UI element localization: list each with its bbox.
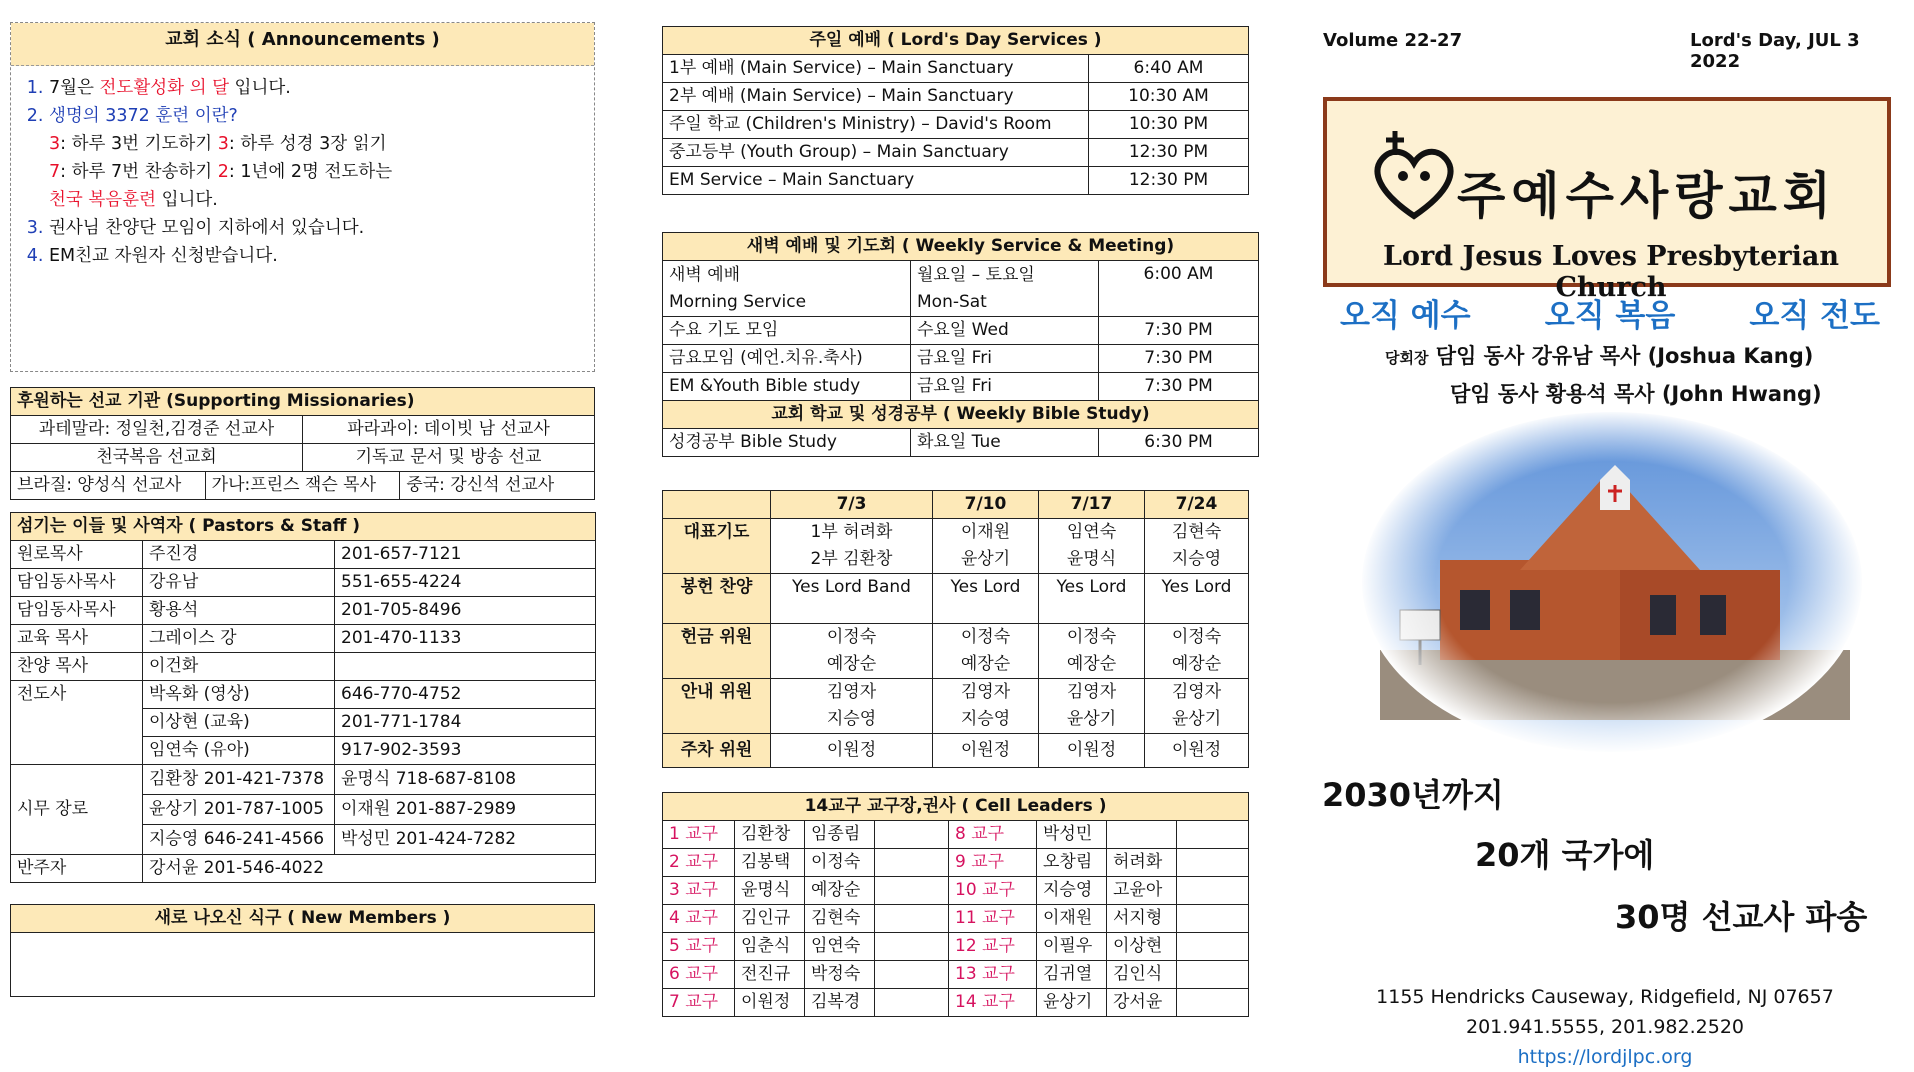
cell-number: 1 교구: [663, 821, 735, 849]
announcement-item: 1. 7월은 전도활성화 의 달 입니다.: [49, 74, 594, 102]
pastor-line: 당회장 담임 동사 강유남 목사 (Joshua Kang): [1385, 344, 1814, 368]
duty-cell: Yes Lord Band: [771, 574, 933, 624]
cell-leader: 임연숙: [805, 933, 875, 961]
staff-table: [10, 512, 595, 883]
weekly-time: 6:30 PM: [1099, 429, 1259, 457]
volume-label: Volume 22-27: [1323, 30, 1463, 51]
missionary-cell: 가나:프린스 잭슨 목사: [205, 472, 400, 500]
missionary-cell: 기독교 문서 및 방송 선교: [302, 444, 594, 472]
duty-label: 주차 위원: [663, 734, 771, 768]
staff-role: 원로목사: [11, 541, 143, 569]
duty-date: 7/10: [933, 491, 1039, 519]
weekly-day: 월요일 – 토요일 Mon-Sat: [911, 261, 1099, 317]
service-time: 10:30 PM: [1089, 111, 1249, 139]
website-link[interactable]: https://lordjlpc.org: [1517, 1046, 1693, 1068]
duty-cell: 1부 허려화 2부 김환창: [771, 519, 933, 574]
vision-line: 2030년까지: [1322, 776, 1504, 814]
heart-cross-icon: [1367, 131, 1462, 226]
church-name-korean: 주예수사랑교회: [1457, 166, 1838, 225]
cell-gap: [875, 989, 949, 1017]
staff-name: 이상현 (교육): [143, 709, 335, 737]
cell-gap: [1177, 905, 1249, 933]
cell-leader: 이필우: [1037, 933, 1107, 961]
duty-label: 봉헌 찬양: [663, 574, 771, 624]
elder-cell: 박성민 201-424-7282: [335, 825, 596, 855]
staff-role: 담임동사목사: [11, 597, 143, 625]
cell-number: 10 교구: [949, 877, 1037, 905]
service-name: 1부 예배 (Main Service) – Main Sanctuary: [663, 55, 1089, 83]
cell-gap: [875, 961, 949, 989]
service-name: 2부 예배 (Main Service) – Main Sanctuary: [663, 83, 1089, 111]
services-title: 주일 예배 ( Lord's Day Services ): [663, 27, 1249, 55]
duty-cell: 이원정: [933, 734, 1039, 768]
cell-leader: 김현숙: [805, 905, 875, 933]
contact-block: [1323, 982, 1887, 1072]
missionary-cell: 브라질: 양성식 선교사: [11, 472, 206, 500]
staff-role: 시무 장로: [11, 765, 143, 855]
weekly-name: EM &Youth Bible study: [663, 373, 911, 401]
cell-leader: 이상현: [1107, 933, 1177, 961]
service-name: 주일 학교 (Children's Ministry) – David's Room: [663, 111, 1089, 139]
cell-leaders-title: 14교구 교구장,권사 ( Cell Leaders ): [663, 793, 1249, 821]
weekly-title: 새벽 예배 및 기도회 ( Weekly Service & Meeting): [663, 233, 1259, 261]
staff-phone: 201-470-1133: [335, 625, 596, 653]
missionary-cell: 과테말라: 정일천,김경준 선교사: [11, 416, 303, 444]
missionaries-table: [10, 387, 595, 500]
duty-cell: 김현숙 지승영: [1145, 519, 1249, 574]
pastor-line: 담임 동사 황용석 목사 (John Hwang): [1450, 382, 1822, 406]
cell-number: 14 교구: [949, 989, 1037, 1017]
staff-name: 주진경: [143, 541, 335, 569]
cell-gap: [1177, 849, 1249, 877]
cell-leader: 서지형: [1107, 905, 1177, 933]
duty-label: 헌금 위원: [663, 624, 771, 679]
cell-leader: 김귀열: [1037, 961, 1107, 989]
cell-gap: [1177, 877, 1249, 905]
new-members-table: [10, 904, 595, 997]
cell-leader: 이재원: [1037, 905, 1107, 933]
service-time: 10:30 AM: [1089, 83, 1249, 111]
duty-date: 7/24: [1145, 491, 1249, 519]
weekly-time: 7:30 PM: [1099, 345, 1259, 373]
staff-phone: 646-770-4752: [335, 681, 596, 709]
elder-cell: 김환창 201-421-7378: [143, 765, 335, 795]
staff-role: 반주자: [11, 855, 143, 883]
weekly-table: [662, 232, 1258, 457]
duty-cell: 이재원 윤상기: [933, 519, 1039, 574]
staff-title: 섬기는 이들 및 사역자 ( Pastors & Staff ): [11, 513, 596, 541]
announcements-list: [11, 74, 594, 270]
vision-line: 20개 국가에: [1475, 836, 1655, 874]
elder-cell: 윤상기 201-787-1005: [143, 795, 335, 825]
new-members-title: 새로 나오신 식구 ( New Members ): [11, 905, 595, 933]
cell-gap: [875, 877, 949, 905]
duty-roster-table: [662, 490, 1248, 768]
cell-leader: 예장순: [805, 877, 875, 905]
address: 1155 Hendricks Causeway, Ridgefield, NJ 07657: [1376, 986, 1834, 1008]
new-members-body: [11, 933, 595, 997]
weekly-day: 화요일 Tue: [911, 429, 1099, 457]
cell-number: 11 교구: [949, 905, 1037, 933]
cell-leader: 윤상기: [1037, 989, 1107, 1017]
duty-label: 안내 위원: [663, 679, 771, 734]
duty-date: 7/3: [771, 491, 933, 519]
staff-role: 전도사: [11, 681, 143, 765]
cell-leader: 김환창: [735, 821, 805, 849]
staff-name: 임연숙 (유아): [143, 737, 335, 765]
cell-leader: 김봉택: [735, 849, 805, 877]
duty-cell: 이정숙 예장순: [771, 624, 933, 679]
cell-leader: 오창림: [1037, 849, 1107, 877]
motto: [1340, 290, 1880, 335]
announcements-box: [10, 22, 595, 372]
announcements-title: 교회 소식 ( Announcements ): [11, 23, 594, 66]
cell-gap: [875, 849, 949, 877]
duty-corner: [663, 491, 771, 519]
duty-cell: 이원정: [1145, 734, 1249, 768]
cell-leader: 임춘식: [735, 933, 805, 961]
date-label: Lord's Day, JUL 3 2022: [1690, 30, 1860, 72]
service-time: 6:40 AM: [1089, 55, 1249, 83]
cell-gap: [1177, 821, 1249, 849]
cell-leader: 고윤아: [1107, 877, 1177, 905]
cell-number: 5 교구: [663, 933, 735, 961]
cell-gap: [875, 905, 949, 933]
phone-numbers: 201.941.5555, 201.982.2520: [1465, 1016, 1744, 1038]
motto-item: 오직 전도: [1749, 298, 1880, 334]
cell-leader: 강서윤: [1107, 989, 1177, 1017]
service-time: 12:30 PM: [1089, 167, 1249, 195]
cell-leader: 김인규: [735, 905, 805, 933]
staff-name: 이건화: [143, 653, 335, 681]
church-name-english: Lord Jesus Loves Presbyterian Church: [1382, 241, 1840, 303]
cell-leader: 이원정: [735, 989, 805, 1017]
staff-role: 담임동사목사: [11, 569, 143, 597]
service-name: EM Service – Main Sanctuary: [663, 167, 1089, 195]
motto-item: 오직 복음: [1544, 298, 1676, 334]
weekly-day: 금요일 Fri: [911, 373, 1099, 401]
elder-cell: 지승영 646-241-4566: [143, 825, 335, 855]
staff-name: 황용석: [143, 597, 335, 625]
cell-leaders-table: [662, 792, 1248, 1017]
duty-cell: 임연숙 윤명식: [1039, 519, 1145, 574]
duty-date: 7/17: [1039, 491, 1145, 519]
staff-name: 강서윤 201-546-4022: [143, 855, 596, 883]
missionary-cell: 파라과이: 데이빗 남 선교사: [302, 416, 594, 444]
cell-leader: 이정숙: [805, 849, 875, 877]
cell-leader: 김복경: [805, 989, 875, 1017]
weekly-time: 7:30 PM: [1099, 317, 1259, 345]
staff-phone: 201-771-1784: [335, 709, 596, 737]
duty-cell: 김영자 지승영: [771, 679, 933, 734]
elder-cell: 이재원 201-887-2989: [335, 795, 596, 825]
cell-number: 12 교구: [949, 933, 1037, 961]
cell-gap: [875, 933, 949, 961]
cell-number: 9 교구: [949, 849, 1037, 877]
duty-cell: 이원정: [1039, 734, 1145, 768]
cell-leader: [1107, 821, 1177, 849]
service-name: 중고등부 (Youth Group) – Main Sanctuary: [663, 139, 1089, 167]
bible-study-title: 교회 학교 및 성경공부 ( Weekly Bible Study): [663, 401, 1259, 429]
cell-leader: 윤명식: [735, 877, 805, 905]
vision-line: 30명 선교사 파송: [1615, 898, 1868, 936]
weekly-name: 금요모임 (예언.치유.축사): [663, 345, 911, 373]
cell-leader: 박정숙: [805, 961, 875, 989]
elder-cell: 윤명식 718-687-8108: [335, 765, 596, 795]
staff-role: 찬양 목사: [11, 653, 143, 681]
weekly-day: 수요일 Wed: [911, 317, 1099, 345]
cell-gap: [1177, 989, 1249, 1017]
services-table: [662, 26, 1248, 195]
duty-cell: 이정숙 예장순: [1039, 624, 1145, 679]
staff-phone: 917-902-3593: [335, 737, 596, 765]
duty-cell: 이정숙 예장순: [1145, 624, 1249, 679]
cell-number: 13 교구: [949, 961, 1037, 989]
cell-number: 7 교구: [663, 989, 735, 1017]
staff-phone: 551-655-4224: [335, 569, 596, 597]
service-time: 12:30 PM: [1089, 139, 1249, 167]
duty-cell: 이원정: [771, 734, 933, 768]
cell-gap: [1177, 933, 1249, 961]
staff-name: 박옥화 (영상): [143, 681, 335, 709]
duty-cell: 김영자 지승영: [933, 679, 1039, 734]
weekly-name: 성경공부 Bible Study: [663, 429, 911, 457]
motto-item: 오직 예수: [1340, 298, 1471, 334]
staff-phone: 201-705-8496: [335, 597, 596, 625]
cell-gap: [1177, 961, 1249, 989]
church-photo: [1360, 410, 1865, 755]
announcement-item: 2. 생명의 3372 훈련 이란? 3: 하루 3번 기도하기 3: 하루 성경 3장 읽기 7: 하루 7번 찬송하기 2: 1년에 2명 전도하는 천국 복음훈련 입니다.: [49, 102, 594, 214]
announcement-item: 3. 권사님 찬양단 모임이 지하에서 있습니다.: [49, 214, 594, 242]
cell-number: 8 교구: [949, 821, 1037, 849]
weekly-name: 수요 기도 모임: [663, 317, 911, 345]
cell-leader: 박성민: [1037, 821, 1107, 849]
staff-role: 교육 목사: [11, 625, 143, 653]
duty-cell: 이정숙 예장순: [933, 624, 1039, 679]
duty-cell: Yes Lord: [933, 574, 1039, 624]
announcement-item: 4. EM친교 자원자 신청받습니다.: [49, 242, 594, 270]
cell-number: 6 교구: [663, 961, 735, 989]
weekly-time: 7:30 PM: [1099, 373, 1259, 401]
cell-leader: 전진규: [735, 961, 805, 989]
missionary-cell: 천국복음 선교회: [11, 444, 303, 472]
cell-leader: 허려화: [1107, 849, 1177, 877]
missionary-cell: 중국: 강신석 선교사: [400, 472, 595, 500]
duty-cell: 김영자 윤상기: [1039, 679, 1145, 734]
staff-name: 강유남: [143, 569, 335, 597]
cell-leader: 지승영: [1037, 877, 1107, 905]
staff-phone: 201-657-7121: [335, 541, 596, 569]
missionaries-title: 후원하는 선교 기관 (Supporting Missionaries): [11, 388, 595, 416]
duty-cell: Yes Lord: [1039, 574, 1145, 624]
staff-phone: [335, 653, 596, 681]
church-logo: [1323, 97, 1891, 303]
weekly-day: 금요일 Fri: [911, 345, 1099, 373]
cell-gap: [875, 821, 949, 849]
cell-number: 2 교구: [663, 849, 735, 877]
cell-number: 3 교구: [663, 877, 735, 905]
weekly-name: 새벽 예배 Morning Service: [663, 261, 911, 317]
cell-number: 4 교구: [663, 905, 735, 933]
duty-label: 대표기도: [663, 519, 771, 574]
cell-leader: 임종림: [805, 821, 875, 849]
duty-cell: Yes Lord: [1145, 574, 1249, 624]
staff-name: 그레이스 강: [143, 625, 335, 653]
weekly-time: 6:00 AM: [1099, 261, 1259, 317]
duty-cell: 김영자 윤상기: [1145, 679, 1249, 734]
cell-leader: 김인식: [1107, 961, 1177, 989]
